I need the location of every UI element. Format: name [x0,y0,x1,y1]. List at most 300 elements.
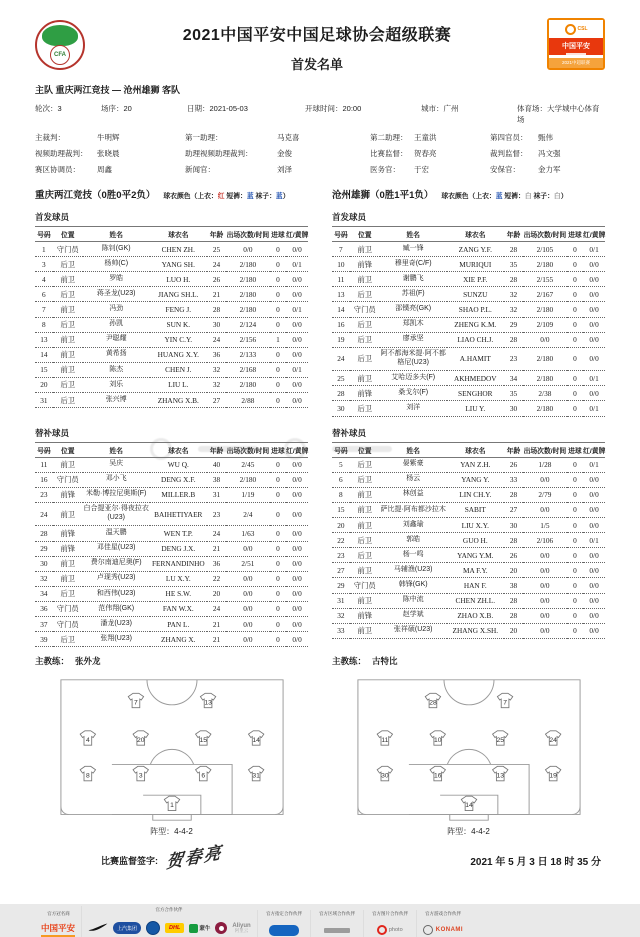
player-cell: 0/0 [286,632,308,647]
player-cell: 14 [35,347,53,362]
player-cell: 30 [35,556,53,571]
away-subs-label: 替补球员 [332,427,367,438]
player-cell: 5 [332,457,350,472]
player-cell: 29 [332,578,350,593]
home-formation-label: 阵型：4-4-2 [150,827,193,837]
official-name: 牛明辉 [97,133,120,142]
player-shirt-icon [545,731,560,745]
player-cell: 0/0 [286,556,308,571]
kit-color-char: 蓝 [246,193,254,200]
player-row [35,457,308,472]
sponsor-pill-logo [269,925,299,936]
player-cell: 0/1 [286,257,308,272]
player-cell: 前卫 [53,347,83,362]
player-shirt-icon [430,767,445,781]
shirt-number: 8 [85,772,90,780]
photo-logo-ring [377,925,387,935]
player-cell: 0/0 [286,317,308,332]
sponsor-tier-label: 官方区域合作伙伴 [318,911,355,917]
player-row [332,371,605,386]
table-body [35,242,308,408]
player-cell: AKHMEDOV [447,371,504,386]
player-cell: 25 [332,371,350,386]
player-row [35,502,308,526]
player-cell: 2/180 [523,257,567,272]
player-cell: 郭皓 [380,533,447,548]
player-cell: 2/167 [523,287,567,302]
home-starters-label: 首发球员 [35,212,70,222]
pitch-line [443,680,493,705]
player-cell: 0 [567,608,583,623]
player-cell: 守门员 [350,302,380,317]
player-cell: 前卫 [53,571,83,586]
table-header-row [332,227,605,242]
player-cell: 卢现秀(U23) [83,571,150,586]
player-cell: 前卫 [53,332,83,347]
player-cell: 后卫 [350,457,380,472]
player-shirt-icon [545,767,560,781]
player-cell: 0/0 [286,617,308,632]
player-cell: 0 [270,601,286,616]
player-cell: 2/180 [226,287,270,302]
player-cell: 邵镤亮(GK) [380,302,447,317]
table-header-row [35,442,308,457]
away-formation-pitch [332,677,605,837]
player-cell: 0/0 [583,623,605,638]
player-cell: 8 [332,487,350,502]
player-shirt-icon [492,767,507,781]
player-row [35,393,308,408]
player-cell: 2/4 [226,502,270,526]
player-shirt-icon [164,796,179,810]
player-cell: 31 [332,593,350,608]
official-label: 比赛监督： [370,149,408,158]
player-cell: 2/180 [523,302,567,317]
player-cell: 0/0 [523,332,567,347]
player-cell: 0/0 [523,548,567,563]
player-cell: 28 [332,386,350,401]
player-row [332,401,605,416]
info-value: 大学城中心体育场 [517,104,600,124]
player-cell: 0/0 [523,502,567,517]
sponsor-logos [41,923,75,937]
shirt-number: 14 [464,802,473,810]
player-shirt-icon [461,796,476,810]
away-starters-column [332,205,605,417]
player-shirt-icon [133,731,148,745]
home-coach-label: 主教练： [35,656,70,667]
table-body [35,457,308,647]
player-cell: 萨比提·阿布都沙拉木 [380,502,447,517]
player-cell: 林创益 [380,487,447,502]
signature-datetime: 2021 年 5 月 3 日 18 时 35 分 [470,857,601,869]
player-cell: 前锋 [350,608,380,623]
player-row [332,518,605,533]
player-cell: 前锋 [350,386,380,401]
player-cell: 0/0 [286,586,308,601]
title-block [87,14,547,73]
official-cell [490,164,605,175]
player-cell: 0 [270,586,286,601]
home-subs-column [35,421,308,648]
player-cell: 0/0 [523,563,567,578]
player-cell: 前卫 [53,502,83,526]
column-header: 位置 [350,227,380,242]
shirt-number: 31 [251,772,260,780]
player-cell: 前卫 [350,563,380,578]
player-cell: 后卫 [350,401,380,416]
match-info-item [101,103,187,125]
player-cell: 0 [567,272,583,287]
player-cell: 0/0 [583,502,605,517]
sponsor-logos [269,923,299,937]
player-cell: 0/1 [286,362,308,377]
player-cell: 33 [504,472,523,487]
player-cell: 0/0 [583,563,605,578]
player-cell: WEN T.P. [150,526,207,541]
home-formation-pitch [35,677,308,837]
column-header: 位置 [53,442,83,457]
player-cell: 0/0 [583,272,605,287]
kit-color-char: 蓝 [495,193,503,200]
official-label: 安保官： [490,165,520,174]
table-header-row [332,442,605,457]
player-row [35,332,308,347]
player-cell: HUANG X.Y. [150,347,207,362]
player-cell: 2/180 [523,371,567,386]
player-cell: 0 [567,472,583,487]
player-row [332,533,605,548]
player-cell: 0 [567,386,583,401]
player-cell: 0/0 [583,347,605,371]
player-cell: 0 [270,257,286,272]
player-cell: 28 [504,533,523,548]
official-name: 于宏 [414,165,429,174]
player-cell: 0 [567,287,583,302]
player-cell: 后卫 [53,257,83,272]
player-cell: 6 [35,287,53,302]
official-name: 张晓晨 [97,149,120,158]
player-shirt-icon [128,694,143,708]
player-cell: 前卫 [350,242,380,257]
player-cell: ZHANG X.B. [150,393,207,408]
official-cell [370,148,490,159]
player-cell: 20 [504,563,523,578]
sponsor-tier-label: 官方合作伙伴 [155,907,183,913]
column-header: 号码 [332,442,350,457]
player-cell: JIANG SH.L. [150,287,207,302]
player-shirt-icon [377,731,392,745]
official-label: 赛区协调员： [35,165,80,174]
player-cell: 0/0 [286,332,308,347]
player-cell: 0 [567,317,583,332]
player-cell: 0 [270,287,286,302]
pitch-line [146,680,196,705]
player-cell: 后卫 [350,347,380,371]
column-header: 出场次数/时间 [523,442,567,457]
official-cell [370,164,490,175]
player-row [332,593,605,608]
player-cell: 4 [35,272,53,287]
player-cell: 守门员 [53,242,83,257]
player-cell: 邓佳星(U23) [83,541,150,556]
player-cell: 范伟翔(GK) [83,601,150,616]
player-cell: SHAO P.L. [447,302,504,317]
player-cell: 0 [567,548,583,563]
shirt-number: 4 [85,737,90,745]
player-cell: 前卫 [350,502,380,517]
player-cell: 20 [332,518,350,533]
player-cell: YANG Y.M. [447,548,504,563]
kit-text: ） [560,193,568,200]
player-cell: 20 [207,586,226,601]
csl-badge-band [549,38,603,55]
player-cell: 16 [332,317,350,332]
shirt-number: 1 [169,802,174,810]
away-starters-table [332,226,605,417]
officials-grid [35,132,605,175]
player-cell: 1/5 [523,518,567,533]
player-cell: 28 [207,302,226,317]
player-row [332,502,605,517]
column-header: 姓名 [380,227,447,242]
teams-line: 主队 重庆两江竞技 — 沧州雄狮 客队 [35,85,181,95]
player-cell: 0 [567,518,583,533]
player-cell: 后卫 [350,548,380,563]
player-cell: 1 [35,242,53,257]
player-cell: 0/0 [583,487,605,502]
player-cell: 21 [207,617,226,632]
player-cell: 0 [270,541,286,556]
info-value: 3 [57,104,62,113]
player-cell: 24 [207,601,226,616]
player-cell: 0/0 [583,317,605,332]
player-cell: LIU X.Y. [447,518,504,533]
player-cell: 杨云 [380,472,447,487]
player-cell: 14 [332,302,350,317]
player-cell: 罗皓 [83,272,150,287]
player-cell: YIN C.Y. [150,332,207,347]
player-cell: 0/0 [583,332,605,347]
player-shirt-icon [425,694,440,708]
kit-color-char: 蓝 [275,193,283,200]
player-cell: 24 [332,347,350,371]
player-cell: 0/0 [226,601,270,616]
sponsor-footer [35,906,605,937]
column-header: 号码 [332,227,350,242]
player-cell: 28 [504,242,523,257]
shirt-number: 7 [502,699,507,707]
player-cell: 0 [270,632,286,647]
shirt-number: 15 [199,737,207,745]
player-cell: 前卫 [53,457,83,472]
player-cell: 0 [270,617,286,632]
player-row [35,362,308,377]
player-cell: A.HAMIT [447,347,504,371]
player-cell: CHEN ZH. [150,242,207,257]
player-cell: 6 [332,472,350,487]
player-cell: 0/0 [286,272,308,287]
player-cell: 0/0 [286,287,308,302]
player-cell: 郑凯木 [380,317,447,332]
pingan-logo [41,924,75,937]
player-cell: 白合提亚尔·得夜拉衣(U23) [83,502,150,526]
player-row [35,571,308,586]
info-value: 20 [123,104,132,113]
player-cell: HAN F. [447,578,504,593]
player-cell: 0 [567,578,583,593]
shirt-number: 7 [133,699,138,707]
player-row [332,386,605,401]
player-cell: 蒋圣龙(U23) [83,287,150,302]
player-cell: 艾哈迈多夫(F) [380,371,447,386]
player-cell: 1/63 [226,526,270,541]
home-starters-table [35,226,308,408]
player-cell: 0 [567,332,583,347]
pitch-line [150,750,193,765]
player-cell: 0/0 [226,586,270,601]
match-info-item [517,103,605,125]
player-cell: 31 [207,487,226,502]
yibao-logo [146,921,160,935]
player-cell: 33 [332,623,350,638]
table-head [35,227,308,242]
kit-color-char: 红 [217,193,225,200]
pitch-line [60,807,68,815]
player-cell: 36 [35,601,53,616]
player-row [332,563,605,578]
column-header: 球衣名 [150,227,207,242]
table-head [35,442,308,457]
official-cell [35,148,185,159]
sponsor-logos [324,923,350,937]
player-cell: 20 [35,377,53,392]
player-cell: 25 [207,242,226,257]
match-info-item [35,103,101,125]
official-name: 甄伟 [538,133,553,142]
column-header: 年龄 [207,227,226,242]
player-cell: 0/1 [583,457,605,472]
mengniu-text: 蒙牛 [199,926,211,933]
match-info-item [305,103,421,125]
page-subtitle: 首发名单 [290,57,343,72]
player-cell: 22 [207,571,226,586]
player-cell: MURIQUI [447,257,504,272]
player-row [35,287,308,302]
player-row [35,272,308,287]
player-cell: 前卫 [350,272,380,287]
sponsor-tier-label: 官方游戏合作伙伴 [424,911,461,917]
match-info-item [421,103,517,125]
player-cell: 前卫 [53,272,83,287]
cfa-ring [35,20,85,70]
player-row [35,487,308,502]
sponsor-logos [423,923,463,937]
shirt-number: 6 [200,772,205,780]
player-row [332,242,605,257]
away-coach [332,655,605,667]
player-cell: 29 [35,541,53,556]
player-cell: 前卫 [350,371,380,386]
player-cell: 32 [35,571,53,586]
column-header: 进球 [270,227,286,242]
player-cell: 31 [35,393,53,408]
player-cell: MA F.Y. [447,563,504,578]
player-cell: 2/124 [226,317,270,332]
official-cell [185,164,370,175]
official-name: 金俊 [277,149,292,158]
pitch-line [357,680,579,815]
player-cell: 32 [504,302,523,317]
official-name: 冯文强 [538,149,561,158]
table-head [332,442,605,457]
info-value: 20:00 [342,104,362,113]
player-cell: 0 [270,472,286,487]
player-cell: DENG J.X. [150,541,207,556]
player-row [35,617,308,632]
column-header: 出场次数/时间 [523,227,567,242]
info-value: 广州 [443,104,459,113]
player-cell: XIE P.F. [447,272,504,287]
player-cell: 0 [270,347,286,362]
player-cell: 后卫 [53,377,83,392]
player-cell: 2/88 [226,393,270,408]
shirt-number: 19 [548,772,557,780]
player-row [35,377,308,392]
player-cell: 守门员 [53,472,83,487]
player-cell: 0 [270,317,286,332]
player-cell: 13 [332,287,350,302]
pingan-underline [41,935,75,937]
player-cell: 米勒·博拉尼奥斯(F) [83,487,150,502]
player-cell: 后卫 [53,393,83,408]
kit-text: ） [282,193,290,200]
column-header: 球衣名 [447,442,504,457]
info-label: 日期： [187,104,210,113]
player-cell: ZANG Y.F. [447,242,504,257]
player-cell: 27 [207,393,226,408]
player-cell: SUNZU [447,287,504,302]
kit-text: 袜子： [253,193,276,200]
official-label: 裁判监督： [490,149,528,158]
player-cell: 后卫 [53,287,83,302]
player-row [35,586,308,601]
pitch-line [357,807,365,815]
player-cell: 0/1 [583,242,605,257]
player-cell: 15 [332,502,350,517]
player-cell: MILLER.B [150,487,207,502]
player-cell: ZHENG K.M. [447,317,504,332]
player-cell: 张兴博 [83,393,150,408]
column-header: 号码 [35,227,53,242]
player-cell: 后卫 [350,533,380,548]
official-label: 第一助理： [185,133,223,142]
player-cell: 0/0 [583,518,605,533]
away-formation-label: 阵型：4-4-2 [447,827,490,837]
player-cell: 潘龙(U23) [83,617,150,632]
official-label: 第四官员： [490,133,528,142]
csl-logo-dot [565,24,576,35]
player-cell: 0 [270,302,286,317]
photo-logo-text: photo [388,927,403,934]
column-header: 年龄 [504,227,523,242]
player-cell: 11 [332,272,350,287]
info-label: 城市： [421,104,444,113]
player-cell: 0/0 [226,571,270,586]
player-cell: DENG X.F. [150,472,207,487]
player-cell: 0/0 [286,601,308,616]
player-cell: 张祥硕(U23) [380,623,447,638]
